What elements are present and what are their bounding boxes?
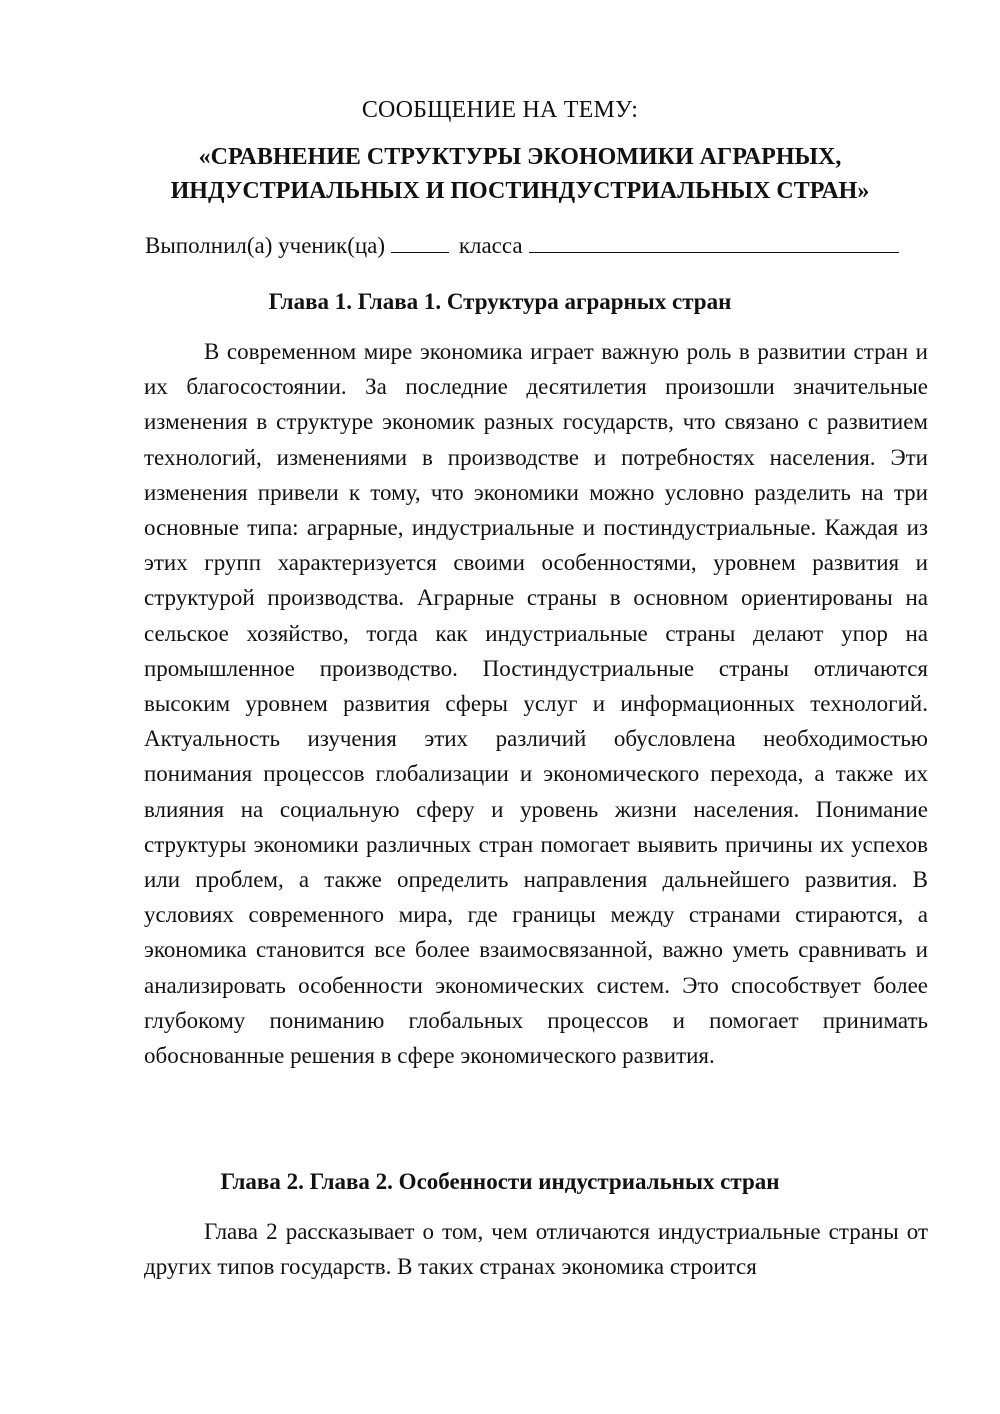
chapter-2-heading: Глава 2. Глава 2. Особенности индустриальных стран bbox=[220, 1169, 780, 1194]
grade-blank-field bbox=[391, 230, 449, 253]
chapter-2-paragraph: Глава 2 рассказывает о том, чем отличаются индустриальные страны от других типов государств. В таких странах экономика строится bbox=[144, 1219, 928, 1280]
chapter-1-paragraph: В современном мире экономика играет важную роль в развитии стран и их благосостоянии. За последние десятилетия произошли значительные изменения в структуре экономик разных государств, что связано с развитием технологий, изменениями в производстве и потребностях населения. Эти изменения привели к тому, что экономики можно условно разделить на три основные типа: аграрные, индустриальные и постиндустриальные. Каждая из этих групп характеризуется своими особенностями, уровнем развития и структурой производства. Аграрные страны в основном ориентированы на сельское хозяйство, тогда как индустриальные страны делают упор на промышленное производство. Постиндустриальные страны отличаются высоким уровнем развития сферы услуг и информационных технологий. Актуальность изучения этих различий обусловлена необходимостью понимания процессов глобализации и экономического перехода, а также их влияния на социальную сферу и уровень жизни населения. Понимание структуры экономики различных стран помогает выявить причины их успехов или проблем, а также определить направления дальнейшего развития. В условиях современного мира, где границы между странами стираются, а экономика становится все более взаимосвязанной, важно уметь сравнивать и анализировать особенности экономических систем. Это способствует более глубокому пониманию глобальных процессов и помогает принимать обоснованные решения в сфере экономического развития. bbox=[144, 339, 928, 1069]
class-label: класса bbox=[458, 233, 523, 258]
author-prefix: Выполнил(а) ученик(ца) bbox=[145, 233, 386, 258]
chapter-1-heading: Глава 1. Глава 1. Структура аграрных стран bbox=[268, 289, 732, 314]
author-line bbox=[145, 230, 935, 262]
document-topic: «СРАВНЕНИЕ СТРУКТУРЫ ЭКОНОМИКИ АГРАРНЫХ, ИНДУСТРИАЛЬНЫХ И ПОСТИНДУСТРИАЛЬНЫХ СТРАН» bbox=[170, 144, 870, 204]
document-title: СООБЩЕНИЕ НА ТЕМУ: bbox=[361, 97, 639, 123]
name-blank-field bbox=[529, 230, 899, 253]
